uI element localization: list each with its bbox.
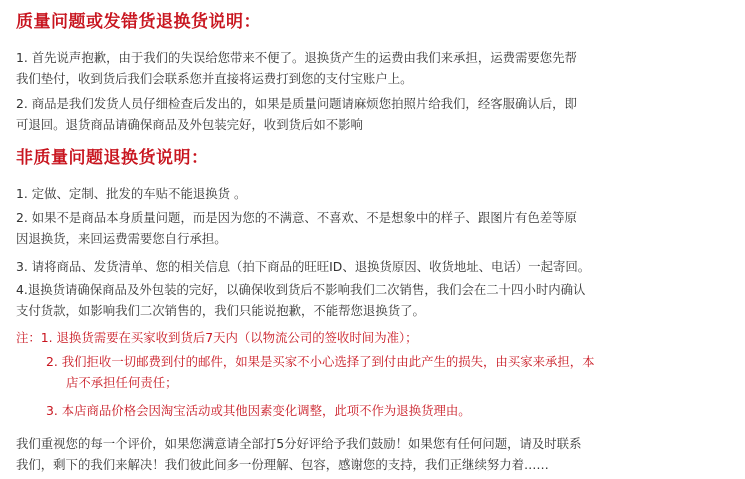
quality-item-1-line-1: 1. 首先说声抱歉，由于我们的失误给您带来不便了。退换货产生的运费由我们来承担，运费需要您先帮 [16, 50, 577, 65]
nonquality-item-2-line-2: 因退换货，来回运费需要您自行承担。 [16, 231, 227, 246]
nonquality-item-4-line-1: 4.退换货请确保商品及外包装的完好，以确保收到货后不影响我们二次销售，我们会在二十四小时内确认 [16, 282, 586, 297]
note-2-line-1: 2. 我们拒收一切邮费到付的邮件，如果是买家不小心选择了到付由此产生的损失，由买家来承担，本 [46, 354, 595, 369]
nonquality-item-4-line-2: 支付货款，如影响我们二次销售的，我们只能说抱歉，不能帮您退换货了。 [16, 303, 425, 318]
quality-item-1 [16, 47, 745, 89]
closing-line-2: 我们，剩下的我们来解决！我们彼此间多一份理解、包容，感谢您的支持，我们正继续努力着…… [16, 457, 549, 472]
nonquality-item-1-line: 1. 定做、定制、批发的车贴不能退换货 。 [16, 186, 247, 201]
quality-item-1-line-2: 我们垫付，收到货后我们会联系您并直接将运费打到您的支付宝账户上。 [16, 71, 413, 86]
non-quality-issue-heading: 非质量问题退换货说明： [16, 148, 209, 168]
closing-paragraph [16, 433, 745, 475]
nonquality-item-2-line-1: 2. 如果不是商品本身质量问题，而是因为您的不满意、不喜欢、不是想象中的样子、跟图片有色差等原 [16, 210, 577, 225]
note-3-line: 3. 本店商品价格会因淘宝活动或其他因素变化调整，此项不作为退换货理由。 [46, 403, 471, 418]
nonquality-item-3 [16, 256, 745, 277]
note-1-row [16, 327, 745, 348]
nonquality-item-2 [16, 207, 745, 249]
note-3 [46, 400, 745, 421]
quality-item-2-line-1: 2. 商品是我们发货人员仔细检查后发出的，如果是质量问题请麻烦您拍照片给我们，经客服确认后，即 [16, 96, 577, 111]
note-2-line-2: 店不承担任何责任； [66, 375, 178, 390]
quality-issue-heading: 质量问题或发错货退换货说明： [16, 12, 261, 32]
note-2 [46, 351, 745, 393]
quality-item-2 [16, 93, 745, 135]
nonquality-item-1 [16, 183, 745, 204]
nonquality-item-4 [16, 279, 745, 321]
note-label: 注： [16, 330, 41, 345]
closing-line-1: 我们重视您的每一个评价，如果您满意请全部打5分好评给予我们鼓励！如果您有任何问题，请及时联系 [16, 436, 582, 451]
quality-item-2-line-2: 可退回。退货商品请确保商品及外包装完好，收到货后如不影响 [16, 117, 363, 132]
note-1: 1. 退换货需要在买家收到货后7天内（以物流公司的签收时间为准）； [40, 330, 418, 345]
nonquality-item-3-line: 3. 请将商品、发货清单、您的相关信息（拍下商品的旺旺ID、退换货原因、收货地址、电话）一起寄回。 [16, 259, 591, 274]
